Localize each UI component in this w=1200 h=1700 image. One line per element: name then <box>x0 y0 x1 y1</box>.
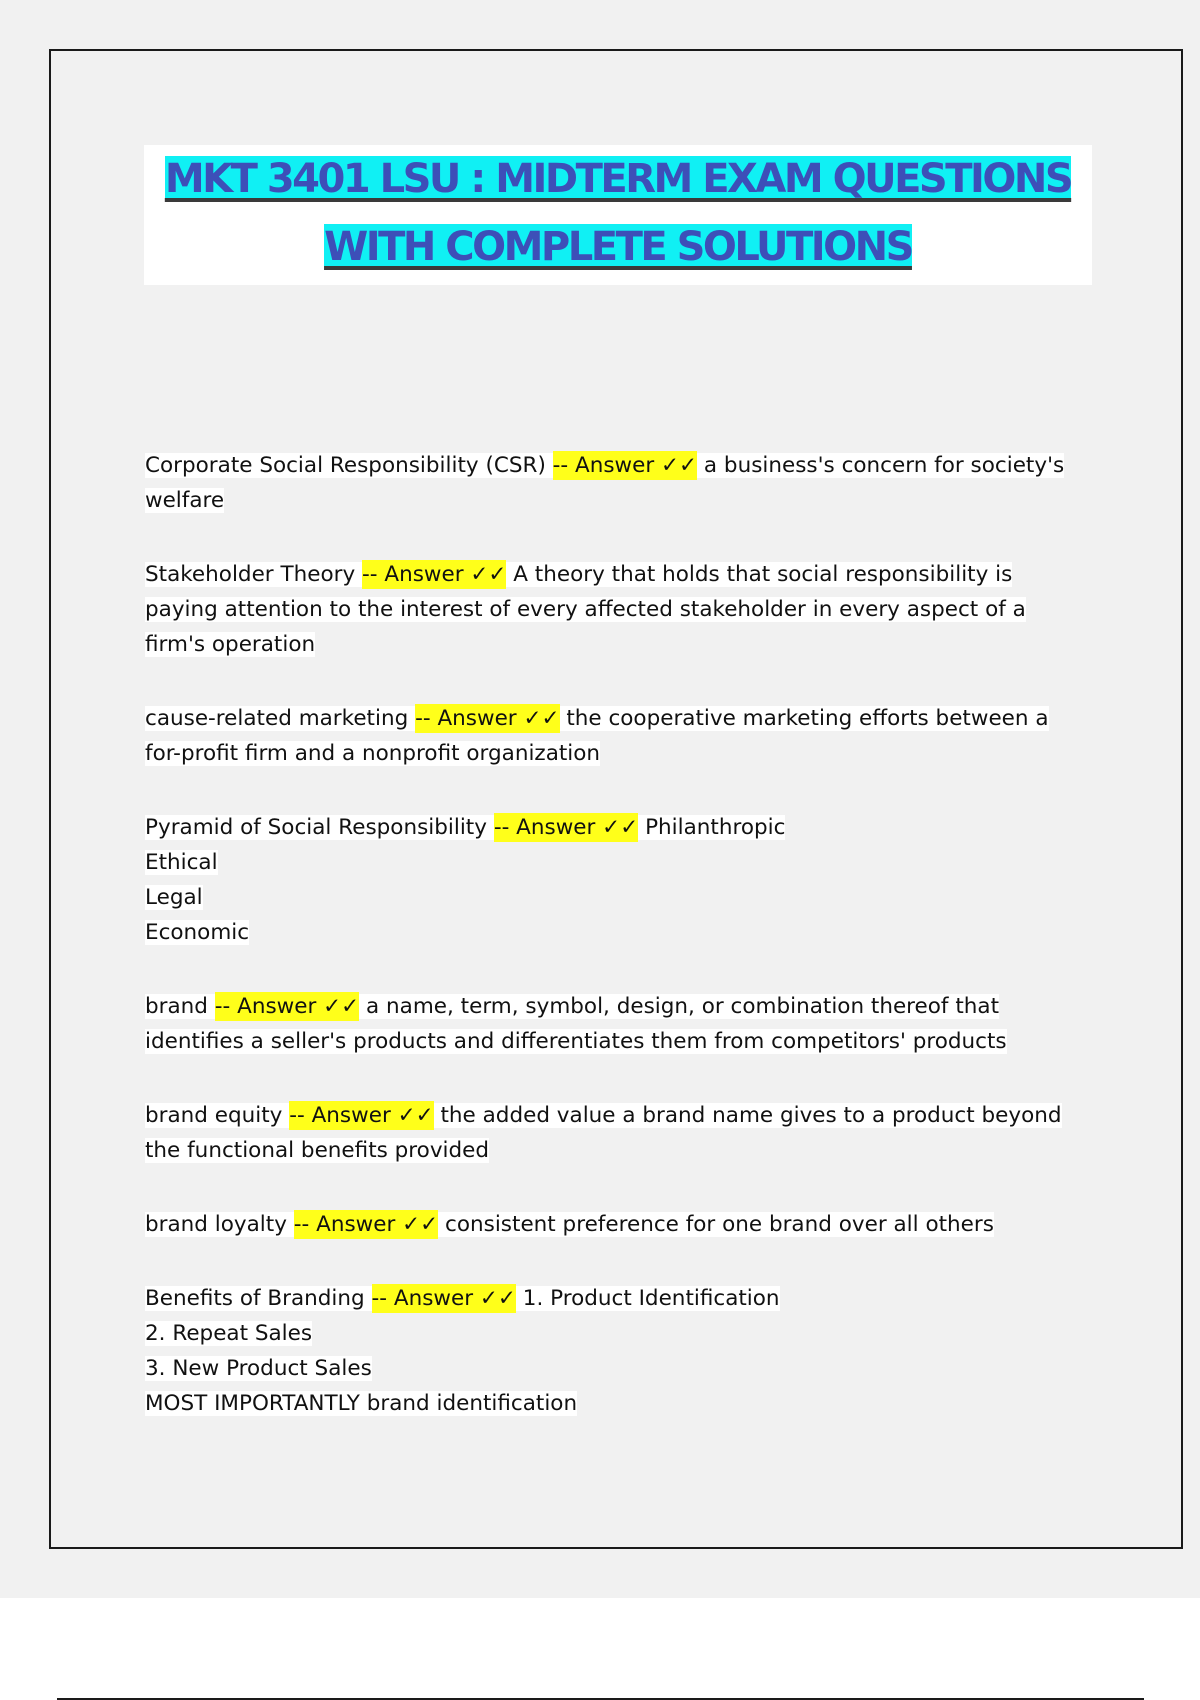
title-block <box>144 145 1092 285</box>
document-title: MKT 3401 LSU : MIDTERM EXAM QUESTIONS WITH COMPLETE SOLUTIONS <box>164 156 1072 270</box>
answer-text: a name, term, symbol, design, or combination thereof that identifies a seller's products and differentiates them from competitors' products <box>145 994 1007 1054</box>
qa-list <box>145 448 1085 1460</box>
answer-text: a business's concern for society's welfare <box>145 453 1065 513</box>
answer-text: the cooperative marketing efforts between a for-profit firm and a nonprofit organization <box>145 706 1049 766</box>
answer-marker: -- Answer ✓✓ <box>293 1212 439 1237</box>
answer-text: Philanthropic <box>645 815 786 840</box>
qa-item-brand-equity <box>145 1098 1085 1168</box>
term: Pyramid of Social Responsibility <box>145 815 487 840</box>
answer-marker: -- Answer ✓✓ <box>552 453 698 478</box>
qa-item-stakeholder-theory <box>145 557 1085 662</box>
answer-marker: -- Answer ✓✓ <box>415 706 560 731</box>
answer-list-line: Legal <box>145 885 203 910</box>
answer-text: 1. Product Identification <box>522 1286 780 1311</box>
qa-item-benefits-of-branding <box>145 1281 1085 1421</box>
qa-item-brand-loyalty <box>145 1207 1085 1242</box>
qa-item-cause-related-marketing <box>145 701 1085 771</box>
qa-item-pyramid <box>145 810 1085 950</box>
term: Benefits of Branding <box>145 1286 365 1311</box>
answer-marker: -- Answer ✓✓ <box>289 1103 434 1128</box>
term: Stakeholder Theory <box>145 562 356 587</box>
qa-item-csr <box>145 448 1085 518</box>
answer-marker: -- Answer ✓✓ <box>371 1286 516 1311</box>
answer-text: consistent preference for one brand over all others <box>445 1212 994 1237</box>
answer-list-line: Ethical <box>145 850 218 875</box>
answer-list-line: MOST IMPORTANTLY brand identification <box>145 1391 578 1416</box>
term: brand equity <box>145 1103 283 1128</box>
answer-text: the added value a brand name gives to a product beyond the functional benefits provided <box>145 1103 1062 1163</box>
term: brand <box>145 994 208 1019</box>
term: Corporate Social Responsibility (CSR) <box>145 453 546 478</box>
answer-list-line: 3. New Product Sales <box>145 1356 372 1381</box>
term: cause-related marketing <box>145 706 409 731</box>
answer-marker: -- Answer ✓✓ <box>214 994 360 1019</box>
answer-marker: -- Answer ✓✓ <box>493 815 639 840</box>
qa-item-brand <box>145 989 1085 1059</box>
answer-list-line: 2. Repeat Sales <box>145 1321 313 1346</box>
answer-marker: -- Answer ✓✓ <box>362 562 507 587</box>
answer-list-line: Economic <box>145 920 250 945</box>
term: brand loyalty <box>145 1212 287 1237</box>
answer-text: A theory that holds that social responsibility is paying attention to the interest of every affected stakeholder in every aspect of a firm's operation <box>145 562 1026 657</box>
